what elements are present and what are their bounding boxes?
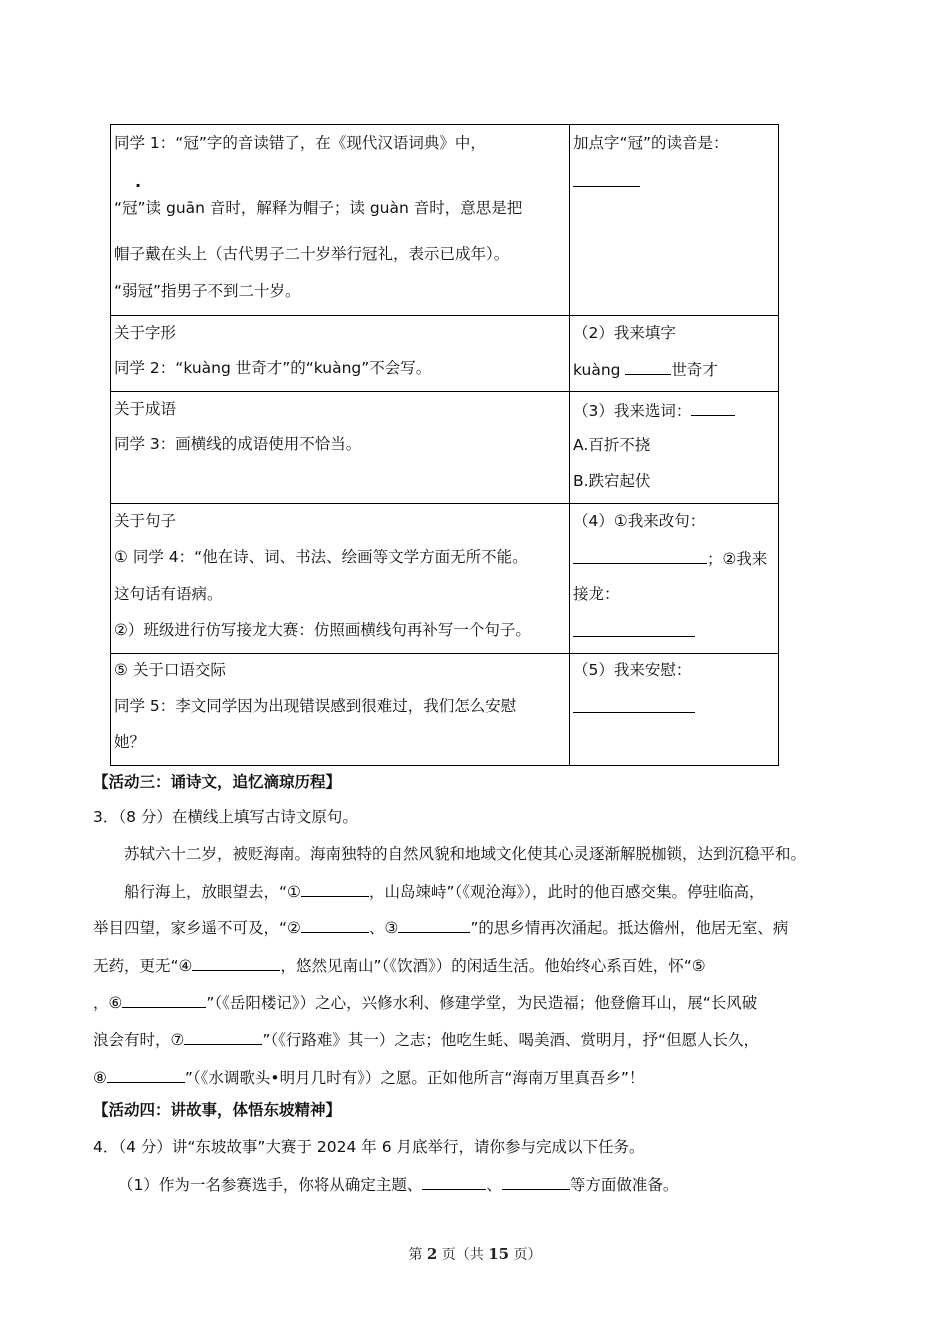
row3-line1: 关于成语 — [114, 400, 177, 418]
row5-prompt: （5）我来安慰： — [573, 661, 692, 679]
row5-line2: 同学 5：李文同学因为出现错误感到很难过，我们怎么安慰 — [114, 697, 517, 715]
row1-line2: “冠”读 guān 音时，解释为帽子；读 guàn 音时，意思是把 — [114, 199, 523, 217]
sub-question-1: （1）作为一名参赛选手，你将从确定主题、 、 等方面做准备。 — [118, 1173, 678, 1195]
row4-line-b — [573, 547, 767, 569]
activity3-heading: 【活动三：诵诗文，追忆滴琼历程】 — [93, 773, 342, 791]
row1-prompt: 加点字“冠”的读音是： — [573, 134, 729, 152]
fill-suffix: 世奇才 — [671, 361, 718, 379]
pinyin-text: kuàng — [573, 361, 621, 379]
option-b: B.跌宕起伏 — [573, 472, 651, 490]
row4-line1: 关于句子 — [114, 512, 177, 530]
table-cell-right — [573, 504, 779, 653]
question-4: 4．（4 分）讲“东坡故事”大赛于 2024 年 6 月底举行，请你参与完成以下任务。 — [93, 1138, 645, 1156]
poem-blank-3[interactable] — [398, 916, 470, 933]
table-cell-right — [573, 316, 779, 391]
answer-blank-2[interactable] — [625, 358, 671, 375]
table-row — [111, 653, 778, 765]
question-table — [110, 124, 779, 766]
prep-blank-2[interactable] — [502, 1173, 570, 1190]
prep-blank-1[interactable] — [422, 1173, 486, 1190]
page-footer: 第 2 页（共 15 页） — [408, 1245, 542, 1263]
emphasis-dot: · — [135, 176, 142, 195]
poem-blank-7[interactable] — [184, 1028, 262, 1045]
paragraph-line-3: 举目四望，家乡遥不可及，“② 、③ ”的思乡情再次涌起。抵达儋州，他居无室、病 — [93, 916, 788, 938]
option-a: A.百折不挠 — [573, 436, 651, 454]
table-cell-right — [573, 125, 779, 315]
poem-blank-4[interactable] — [192, 954, 280, 971]
poem-blank-2[interactable] — [301, 916, 369, 933]
table-cell-left — [114, 504, 568, 653]
row3-prompt — [573, 399, 735, 421]
row2-prompt: （2）我来填字 — [573, 324, 676, 342]
table-cell-right — [573, 392, 779, 503]
table-cell-right — [573, 654, 779, 765]
paragraph-line-4: 无药，更无“④ ，悠然见南山”（《饮酒》）的闲适生活。他始终心系百姓，怀“⑤ — [93, 954, 706, 976]
total-pages: 15 — [488, 1245, 510, 1263]
select-word-label: （3）我来选词： — [573, 402, 692, 420]
row2-line2: 同学 2：“kuàng 世奇才”的“kuàng”不会写。 — [114, 359, 432, 377]
poem-blank-6[interactable] — [122, 991, 206, 1008]
relay-label-2: 接龙： — [573, 585, 620, 603]
paragraph-line-2: 船行海上，放眼望去，“① ，山岛竦峙”（《观沧海》），此时的他百感交集。停驻临高， — [124, 880, 764, 902]
row5-line3: 她？ — [114, 733, 146, 751]
poem-blank-8[interactable] — [107, 1066, 185, 1083]
question-3: 3．（8 分）在横线上填写古诗文原句。 — [93, 808, 358, 826]
paragraph-line-6: 浪会有时，⑦ ”（《行路难》其一）之志；他吃生蚝、喝美酒、赏明月，抒“但愿人长久， — [93, 1028, 759, 1050]
row2-fill — [573, 358, 718, 380]
row4-line3: 这句话有语病。 — [114, 585, 223, 603]
relay-label: ；②我来 — [707, 550, 768, 568]
paragraph-line-1: 苏轼六十二岁，被贬海南。海南独特的自然风貌和地域文化使其心灵逐渐解脱枷锁，达到沉稳平和。 — [124, 845, 807, 863]
paragraph-line-5: ，⑥ ”（《岳阳楼记》）之心，兴修水利、修建学堂，为民造福；他登儋耳山，展“长风破 — [93, 991, 757, 1013]
row4-line2: ① 同学 4：“他在诗、词、书法、绘画等文学方面无所不能。 — [114, 548, 528, 566]
row1-line4: “弱冠”指男子不到二十岁。 — [114, 282, 301, 300]
table-row — [111, 391, 778, 503]
row2-line1: 关于字形 — [114, 324, 177, 342]
table-cell-left — [114, 316, 568, 391]
table-cell-left — [114, 125, 568, 315]
answer-blank-1[interactable] — [573, 170, 640, 192]
table-row — [111, 315, 778, 391]
activity4-heading: 【活动四：讲故事，体悟东坡精神】 — [93, 1101, 342, 1119]
answer-blank-4b[interactable] — [573, 620, 695, 642]
row3-line2: 同学 3：画横线的成语使用不恰当。 — [114, 435, 362, 453]
row1-line3: 帽子戴在头上（古代男子二十岁举行冠礼，表示已成年）。 — [114, 245, 510, 263]
row5-line1: ⑤ 关于口语交际 — [114, 661, 226, 679]
poem-blank-1[interactable] — [301, 880, 369, 897]
row4-line4: ②）班级进行仿写接龙大赛：仿照画横线句再补写一个句子。 — [114, 621, 531, 639]
row4-prompt: （4）①我来改句： — [573, 512, 706, 530]
row1-line1: 同学 1：“冠”字的音读错了，在《现代汉语词典》中， — [114, 134, 486, 152]
paragraph-line-7: ⑧ ”（《水调歌头•明月几时有》）之愿。正如他所言“海南万里真吾乡”！ — [93, 1066, 644, 1088]
answer-blank-3[interactable] — [691, 399, 735, 416]
table-row — [111, 125, 778, 315]
page-number: 2 — [426, 1245, 438, 1263]
table-cell-left — [114, 654, 568, 765]
table-cell-left — [114, 392, 568, 503]
table-row — [111, 503, 778, 653]
answer-blank-4a[interactable] — [573, 547, 707, 564]
answer-blank-5[interactable] — [573, 696, 695, 718]
